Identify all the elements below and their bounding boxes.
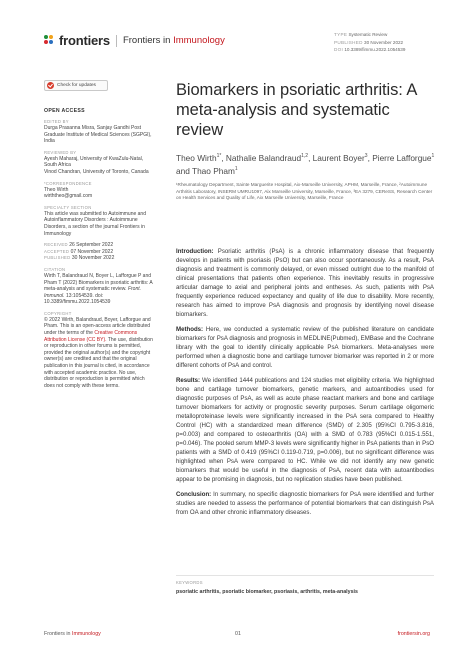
- specialty-section: This article was submitted to Autoimmune and Autoinflammatory Disorders : Autoimmune Disorders, a section of the journal Frontiers in Immunology: [44, 210, 146, 237]
- received-date: RECEIVED 26 September 2022: [44, 242, 114, 249]
- logo-divider: [116, 35, 117, 47]
- published-date: 30 November 2022: [364, 39, 404, 45]
- footer-journal: Frontiers in Immunology: [44, 631, 101, 637]
- article-title: Biomarkers in psoriatic arthritis: A meta-analysis and systematic review: [176, 81, 417, 139]
- article-sidebar: [44, 80, 154, 389]
- abstract-results: Results: We identified 1444 publications and 124 studies met eligibility criteria. We highlighted bone and cartilage turnover biomarkers, genetic markers, and autoantibodies used for diagnostic purposes of PsA, as well as acute phase reactant markers and bone and cartilage turnover biomarkers for activity or prognostic severity purposes. Serum cartilage oligomeric metalloproteinase levels were significantly increased in the PsA sera compared to Healthy Control (HC) with a standardized mean difference (SMD) of 2.305 (95%CI 0.795-3.816, p=0.003) and compared to osteoarthritis (OA) with a SMD of 0.783 (95%CI 0.015-1.551, p=0.046). The pooled serum MMP-3 levels were significantly higher in PsA patients than in PsO patients with a SMD of 0.419 (95%CI 0.119-0.719, p=0.006), but no significant difference was highlighted when PsA were compared to HC. While we did not identify any new genetic biomarkers that would be useful in the diagnosis of PsA, recent data with autoantibodies appear to be promising in diagnosis, but no replication studies have been published.: [176, 377, 434, 483]
- specialty-label: SPECIALTY SECTION: [44, 204, 92, 210]
- footer-site-link[interactable]: frontiersin.org: [397, 631, 430, 637]
- frontiers-logo[interactable]: [44, 33, 225, 48]
- abstract-conclusion: Conclusion: In summary, no specific diagnostic biomarkers for PsA were identified and further studies are needed to assess the performance of potential biomarkers that can distinguish PsA from OA and other chronic inflammatory diseases.: [176, 491, 434, 516]
- correspondence-name: Theo Wirth: [44, 186, 69, 193]
- reviewed-by-label: REVIEWED BY: [44, 149, 77, 155]
- journal-name: Frontiers in Immunology: [122, 35, 225, 46]
- page-number: 01: [235, 631, 241, 637]
- correspondence-email[interactable]: wirththeo@gmail.com: [44, 193, 93, 200]
- doi-link[interactable]: 10.3389/fimmu.2022.1054539: [344, 47, 406, 53]
- citation: Wirth T, Balandraud N, Boyer L, Lafforgue P and Pham T (2022) Biomarkers in psoriatic arthritis: A meta-analysis and systematic review. Front. Immunol. 13:1054539. doi: 10.3389/fimmu.2022.1054539: [44, 272, 153, 306]
- cc-license-link[interactable]: Creative Commons Attribution License (CC BY).: [44, 330, 138, 343]
- copyright-text: © 2022 Wirth, Balandraud, Boyer, Lafforgue and Pham. This is an open-access article distributed under the terms of the Creative Commons Attribution License (CC BY). The use, distribution or reproduction in other forums is permitted, provided the original author(s) and the copyright owner(s) are credited and that the original publication in this journal is cited, in accordance with accepted academic practice. No use, distribution or reproduction is permitted which does not comply with these terms.: [44, 316, 153, 389]
- edited-by-label: EDITED BY: [44, 119, 69, 124]
- reviewer: Vinod Chandran, University of Toronto, Canada: [44, 168, 149, 175]
- article-meta-top: TYPE Systematic Review PUBLISHED 30 November 2022 DOI 10.3389/fimmu.2022.1054539: [334, 32, 406, 53]
- article-heading: [176, 80, 436, 202]
- author-list: Theo Wirth$^{1*}$, Nathalie Balandraud$^{1,2}$, Laurent Boyer$^3$, Pierre Lafforgue$^1$ and Thao Pham$^1$: [176, 152, 435, 176]
- keywords: psoriatic arthritis, psoriatic biomarker, psoriasis, arthritis, meta-analysis: [176, 589, 358, 595]
- edited-by: Durga Prasanna Misra, Sanjay Gandhi Post Graduate Institute of Medical Sciences (SGPGI), India: [44, 125, 152, 145]
- abstract: [176, 247, 434, 523]
- copyright-label: COPYRIGHT: [44, 310, 72, 316]
- keywords-divider: [176, 575, 434, 576]
- article-type: Systematic Review: [348, 32, 388, 37]
- abstract-introduction: Introduction: Psoriatic arthritis (PsA) is a chronic inflammatory disease that frequently develops in patients with psoriasis (PsO) but can also occur spontaneously. As a result, PsA diagnosis and treatment is commonly delayed, or even missed outright due to the manifold of clinical presentations that patients often experience. This inevitably results in progressive articular damage to axial and peripheral joints and entheses. As such, patients with PsA frequently experience reduced expectancy and quality of life due to disability. More recently, research has aimed to improve PsA diagnosis and prognosis by identifying novel disease biomarkers.: [176, 248, 434, 318]
- author-affiliations: ¹Rheumatology Department, Sainte Marguerite Hospital, Aix-Marseille University, APHM, Marseille, France, ²Autoimmune Arthritis Laboratory, INSERM UMRU1097, Aix Marseille University, Marseille, France, ³EA 3279, CEReSS, Research Center on Health Services and Quality of Life, Aix Marseille University, Marseille, France: [176, 181, 433, 201]
- brand-name: frontiers: [59, 33, 110, 48]
- check-updates-button[interactable]: Check for updates: [44, 80, 108, 91]
- keywords-label: KEYWORDS: [176, 580, 203, 585]
- published-date-sidebar: PUBLISHED 30 November 2022: [44, 255, 115, 262]
- accepted-date: ACCEPTED 07 November 2022: [44, 248, 114, 255]
- check-updates-icon: [47, 82, 54, 89]
- frontiers-logo-icon: [44, 35, 56, 47]
- citation-label: CITATION: [44, 266, 66, 272]
- correspondence-label: *CORRESPONDENCE: [44, 180, 92, 186]
- open-access-label: OPEN ACCESS: [44, 108, 85, 114]
- reviewer: Ayesh Maharaj, University of KwaZulu-Natal, South Africa: [44, 155, 144, 169]
- page-header: [44, 31, 444, 59]
- abstract-methods: Methods: Here, we conducted a systematic review of the published literature on candidate biomarkers for PsA diagnosis and prognosis in MEDLINE(Pubmed), EMBase and the Cochrane library with the goal to identify clinically applicable PsA biomarkers. Meta-analyses were performed when a diagnostic bone and cartilage turnover biomarker was reported in 2 or more different cohorts of PsA and control.: [176, 326, 434, 369]
